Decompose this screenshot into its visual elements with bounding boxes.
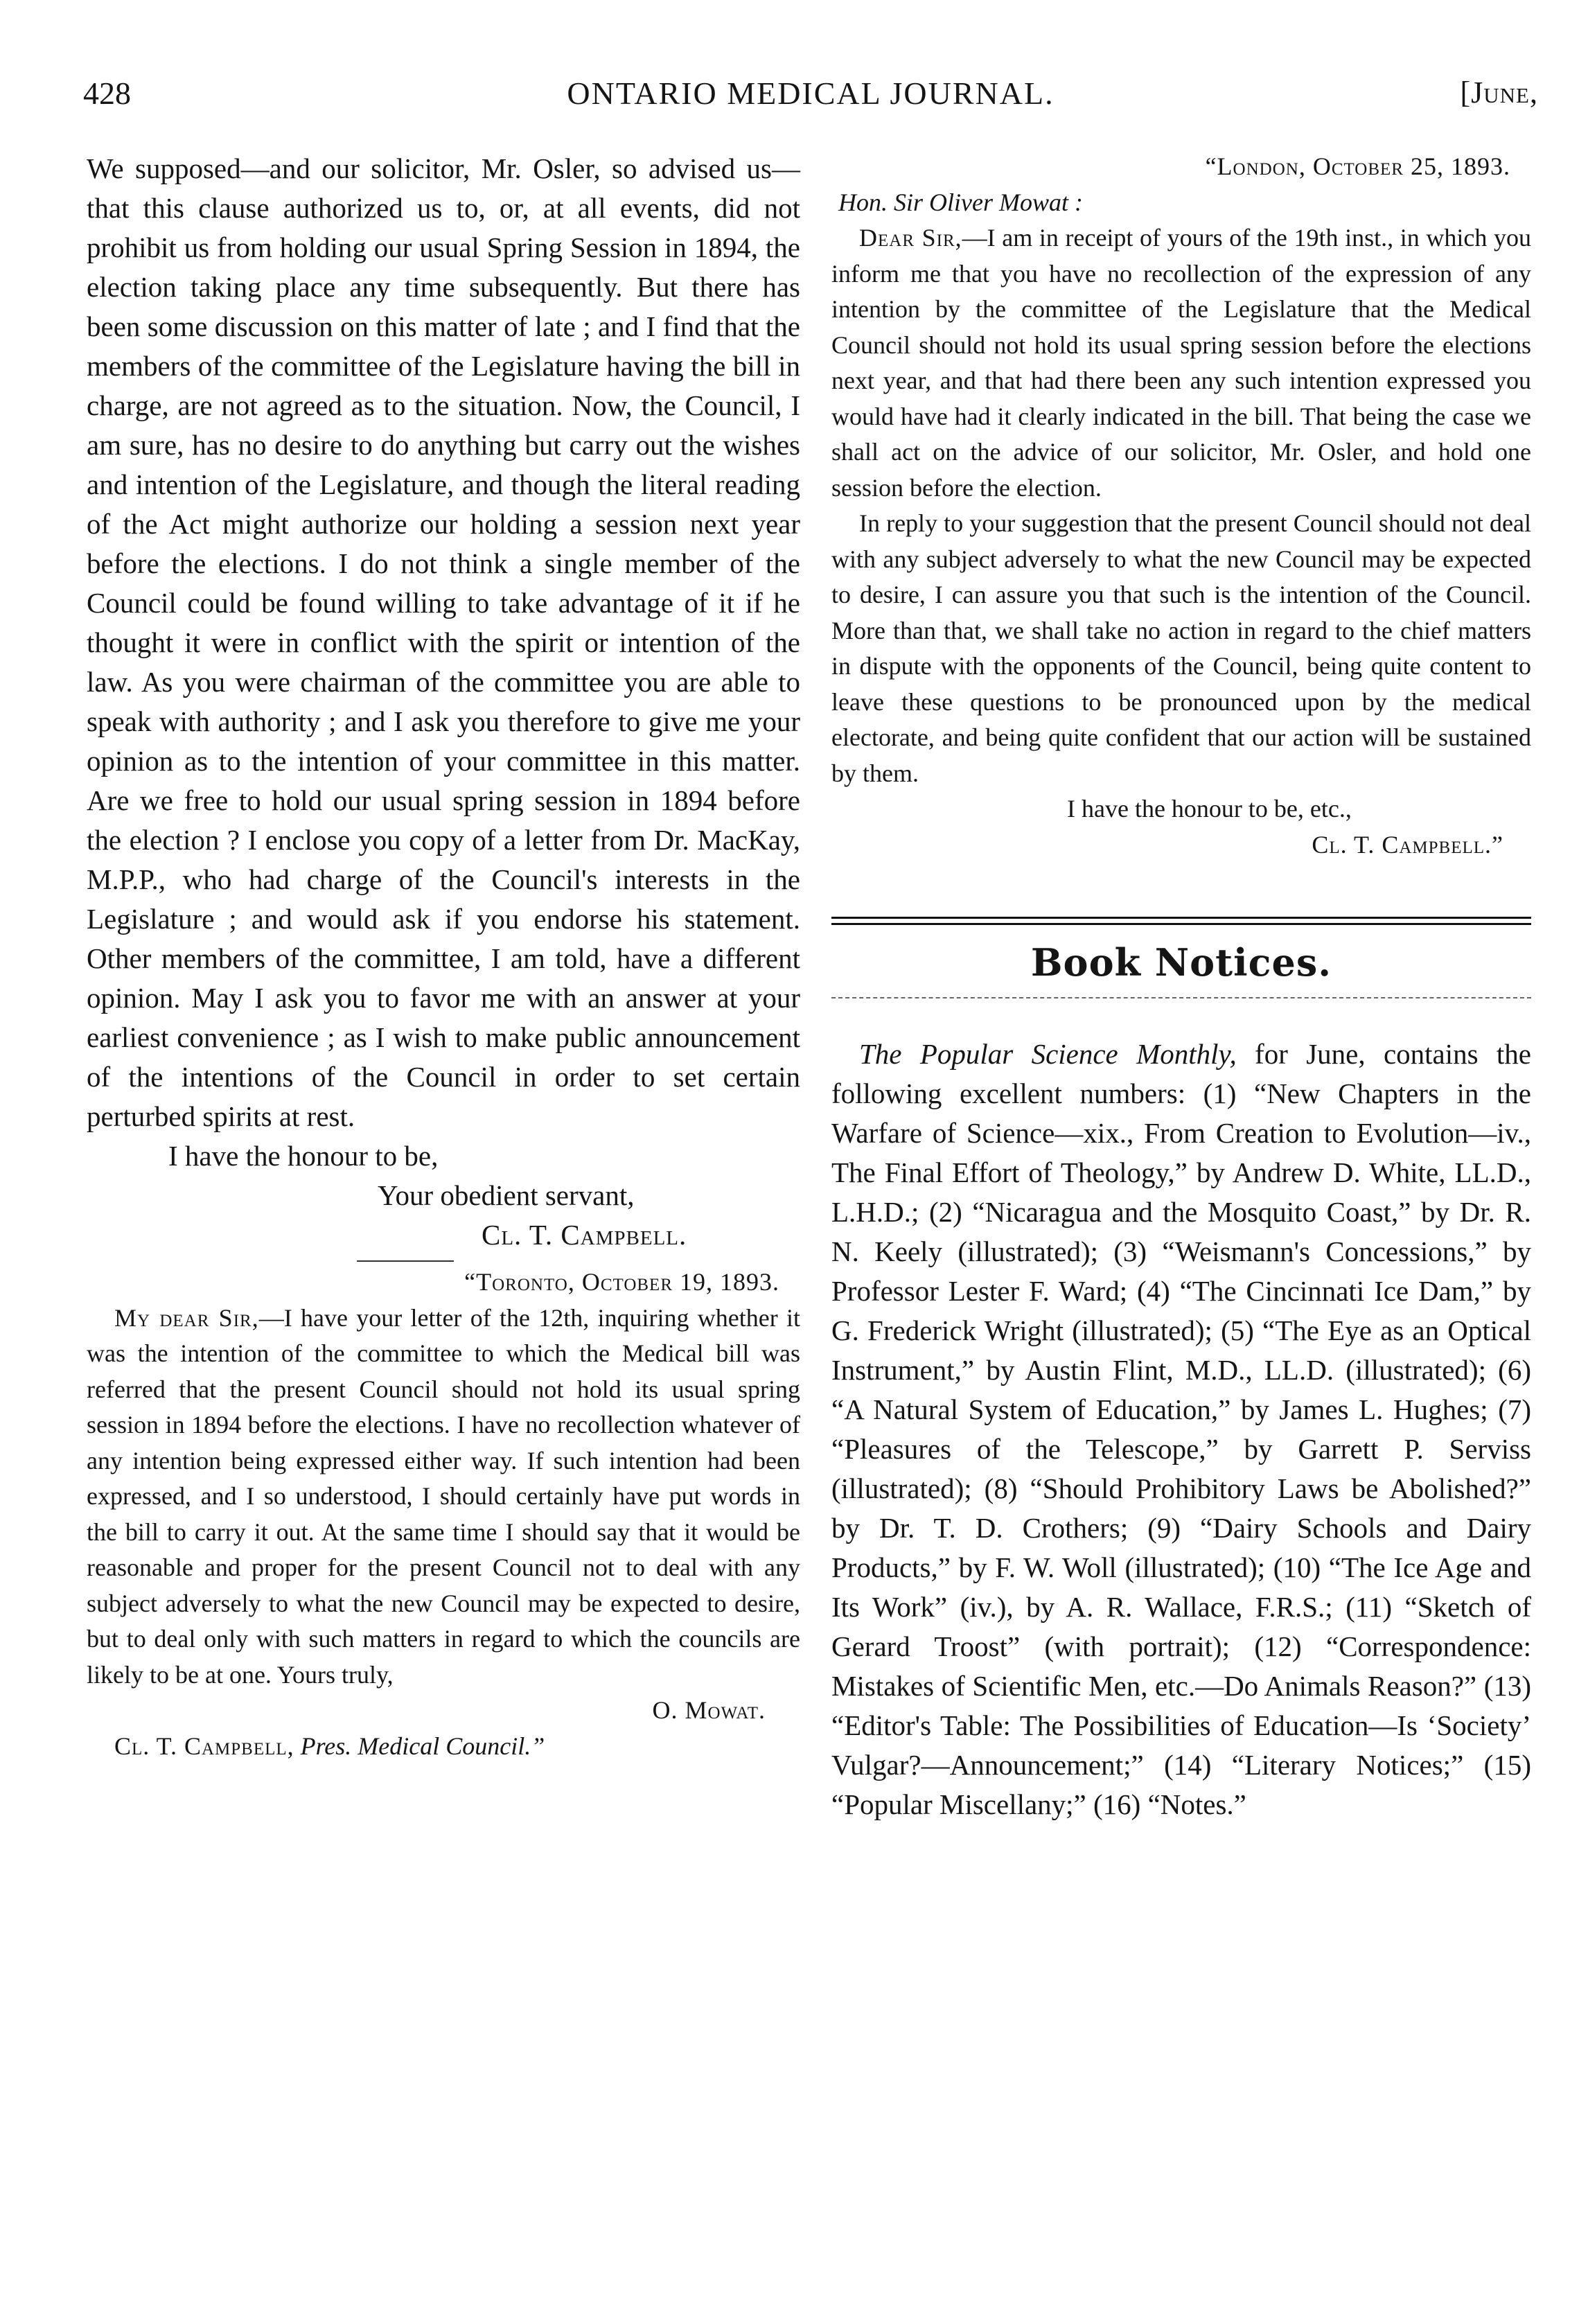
mowat-addressee xyxy=(114,1729,800,1765)
mowat-letter-body: —I have your letter of the 12th, inquiring whether it was the intention of the committee to which the Medical bill was referred that the present Council should not hold its usual spring session in 1894 before the elections. I have no recollection whatever of any intention being expressed either way. If such intention had been expressed, and I so understood, I should certainly have put words in the bill to carry it out. At the same time I should say that it would be reasonable and proper for the present Council not to deal with any subject adversely to what the new Council may be expected to desire, but to deal only with such matters in regard to which the councils are likely to be at one. Yours truly, xyxy=(87,1303,800,1689)
addressee-name: Cl. T. Campbell, xyxy=(114,1732,294,1760)
issue-month: [June, xyxy=(1460,76,1538,109)
campbell-closing: I have the honour to be, xyxy=(168,1140,439,1172)
right-column xyxy=(831,149,1531,1824)
campbell-reply-para1 xyxy=(831,220,1531,506)
campbell-reply-addressee: Hon. Sir Oliver Mowat : xyxy=(838,188,1083,216)
campbell-reply-body1: —I am in receipt of yours of the 19th inst., in which you inform me that you have no recollection of the expression of any intention by the committee of the Legislature that the Medical Council should not hold its usual spring session before the elections next year, and that had there been any such intention expressed you would have had it clearly indicated in the bill. That being the case we shall act on the advice of our solicitor, Mr. Osler, and hold one session before the election. xyxy=(831,224,1531,502)
campbell-reply-signature: Cl. T. Campbell.” xyxy=(1312,830,1503,859)
page-number: 428 xyxy=(83,76,131,111)
campbell-reply-closing: I have the honour to be, etc., xyxy=(1067,795,1352,822)
campbell-letter-body: We supposed—and our solicitor, Mr. Osler, so advised us—that this clause authorized us to, or, at all events, did not prohibit us from holding our usual Spring Session in 1894, the election taking place any time subsequently. But there has been some discussion on this matter of late ; and I find that the members of the committee of the Legislature having the bill in charge, are not agreed as to the situation. Now, the Council, I am sure, has no desire to do anything but carry out the wishes and intention of the Legislature, and though the literal reading of the Act might authorize our holding a session next year before the elections. I do not think a single member of the Council could be found willing to take advantage of it if he thought it were in conflict with the spirit or intention of the law. As you were chairman of the committee you are able to speak with authority ; and I ask you therefore to give me your opinion as to the intention of your committee in this matter. Are we free to hold our usual spring session in 1894 before the election ? I enclose you copy of a letter from Dr. MacKay, M.P.P., who had charge of the Council's interests in the Legislature ; and would ask if you endorse his statement. Other members of the committee, I am told, have a different opinion. May I ask you to favor me with an answer at your earliest convenience ; as I wish to make public announcement of the intentions of the Council in order to set certain perturbed spirits at rest. xyxy=(87,152,800,1132)
mowat-signature: O. Mowat. xyxy=(652,1696,766,1724)
campbell-signature: Cl. T. Campbell. xyxy=(482,1219,687,1251)
page-header xyxy=(83,75,1538,123)
mowat-letter xyxy=(87,1301,800,1693)
campbell-reply-para2: In reply to your suggestion that the present Council should not deal with any subject adversely to what the new Council may be expected to desire, I can assure you that such is the intention of the Council. More than that, we shall take no action in regard to the chief matters in dispute with the opponents of the Council, being quite content to leave these questions to be pronounced upon by the medical electorate, and being quite confident that our action will be sustained by them. xyxy=(831,509,1531,787)
section-double-rule xyxy=(831,917,1531,925)
mowat-dateline: “Toronto, October 19, 1893. xyxy=(464,1268,779,1296)
book-notice-body: for June, contains the following excellent numbers: (1) “New Chapters in the Warfare of Science—xix., From Creation to Evolution—iv., The Final Effort of Theology,” by Andrew D. White, LL.D., L.H.D.; (2) “Nicaragua and the Mosquito Coast,” by Dr. R. N. Keely (illustrated); (3) “Weismann's Concessions,” by Professor Lester F. Ward; (4) “The Cincinnati Ice Dam,” by G. Frederick Wright (illustrated); (5) “The Eye as an Optical Instrument,” by Austin Flint, M.D., LL.D. (illustrated); (6) “A Natural System of Education,” by James L. Hughes; (7) “Pleasures of the Telescope,” by Garrett P. Serviss (illustrated); (8) “Should Prohibitory Laws be Abolished?” by Dr. T. D. Crothers; (9) “Dairy Schools and Dairy Products,” by F. W. Woll (illustrated); (10) “The Ice Age and Its Work” (iv.), by A. R. Wallace, F.R.S.; (11) “Sketch of Gerard Troost” (with portrait); (12) “Correspondence: Mistakes of Scientific Men, etc.—Do Animals Reason?” (13) “Editor's Table: The Possibilities of Education—Is ‘Society’ Vulgar?—Announcement;” (14) “Literary Notices;” (15) “Popular Miscellany;” (16) “Notes.” xyxy=(831,1038,1531,1820)
section-title-book-notices: Book Notices. xyxy=(1030,940,1332,985)
campbell-complimentary-close: Your obedient servant, xyxy=(378,1179,635,1211)
left-column xyxy=(87,149,800,1764)
spacer xyxy=(831,863,1531,917)
campbell-reply-salutation: Dear Sir, xyxy=(859,224,962,252)
mowat-salutation: My dear Sir, xyxy=(114,1303,259,1332)
book-notice-paragraph xyxy=(831,1035,1531,1824)
addressee-title: Pres. Medical Council.” xyxy=(300,1732,545,1760)
book-notice-title: The Popular Science Monthly, xyxy=(859,1038,1237,1070)
journal-title: ONTARIO MEDICAL JOURNAL. xyxy=(567,76,1055,111)
campbell-reply-dateline: “London, October 25, 1893. xyxy=(1205,152,1510,180)
separator-rule xyxy=(357,1260,454,1262)
section-dashed-rule xyxy=(831,997,1531,998)
